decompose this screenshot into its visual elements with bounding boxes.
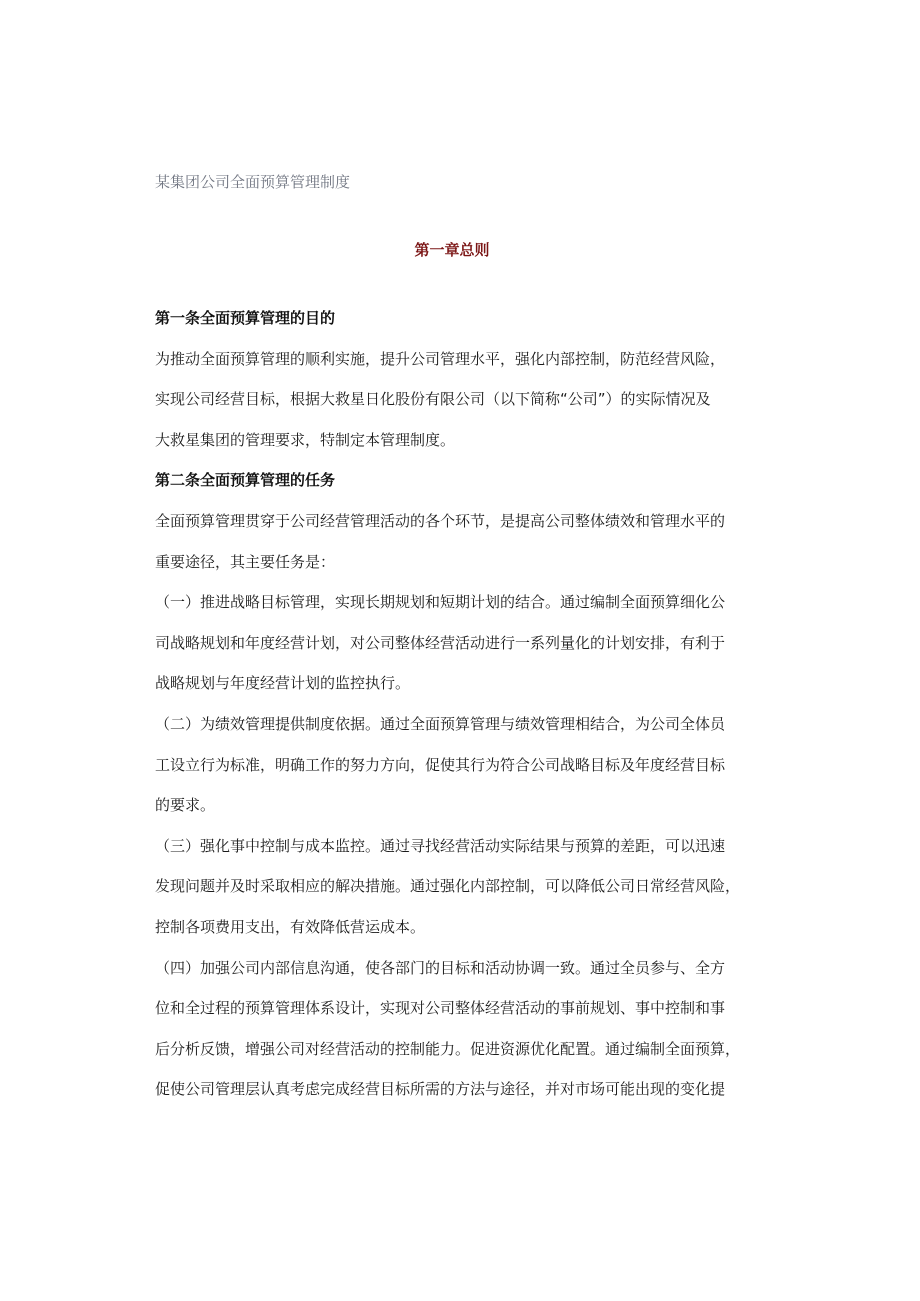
paragraph-line: 促使公司管理层认真考虑完成经营目标所需的方法与途径，并对市场可能出现的变化提 — [155, 1080, 726, 1099]
paragraph-line: 的要求。 — [155, 796, 216, 815]
paragraph-line: 为推动全面预算管理的顺利实施，提升公司管理水平，强化内部控制，防范经营风险， — [155, 349, 726, 368]
paragraph-line: 控制各项费用支出，有效降低营运成本。 — [155, 917, 426, 936]
paragraph-line: 重要途径，其主要任务是： — [155, 552, 336, 571]
paragraph-line: 后分析反馈，增强公司对经营活动的控制能力。促进资源优化配置。通过编制全面预算， — [155, 1039, 741, 1058]
document-body — [155, 298, 765, 1110]
paragraph-line: 工设立行为标准，明确工作的努力方向，促使其行为符合公司战略目标及年度经营目标 — [155, 755, 726, 774]
document-title: 某集团公司全面预算管理制度 — [155, 173, 351, 191]
paragraph-line: 全面预算管理贯穿于公司经营管理活动的各个环节，是提高公司整体绩效和管理水平的 — [155, 511, 726, 530]
section-heading: 第一条全面预算管理的目的 — [155, 309, 336, 327]
section-heading: 第二条全面预算管理的任务 — [155, 471, 336, 490]
paragraph-line: 发现问题并及时采取相应的解决措施。通过强化内部控制，可以降低公司日常经营风险， — [155, 877, 741, 896]
paragraph-line: （四）加强公司内部信息沟通，使各部门的目标和活动协调一致。通过全员参与、全方 — [155, 958, 726, 977]
paragraph-line: 司战略规划和年度经营计划，对公司整体经营活动进行一系列量化的计划安排，有利于 — [155, 633, 726, 652]
paragraph-line: （二）为绩效管理提供制度依据。通过全面预算管理与绩效管理相结合，为公司全体员 — [155, 714, 726, 733]
paragraph-line: （三）强化事中控制与成本监控。通过寻找经营活动实际结果与预算的差距，可以迅速 — [155, 836, 726, 855]
paragraph-line: 大救星集团的管理要求，特制定本管理制度。 — [155, 430, 456, 449]
paragraph-line: 实现公司经营目标，根据大救星日化股份有限公司（以下简称“公司”）的实际情况及 — [155, 390, 711, 409]
paragraph-line: （一）推进战略目标管理，实现长期规划和短期计划的结合。通过编制全面预算细化公 — [155, 593, 726, 612]
paragraph-line: 战略规划与年度经营计划的监控执行。 — [155, 674, 411, 693]
paragraph-line: 位和全过程的预算管理体系设计，实现对公司整体经营活动的事前规划、事中控制和事 — [155, 999, 726, 1018]
chapter-title: 第一章总则 — [414, 241, 490, 259]
